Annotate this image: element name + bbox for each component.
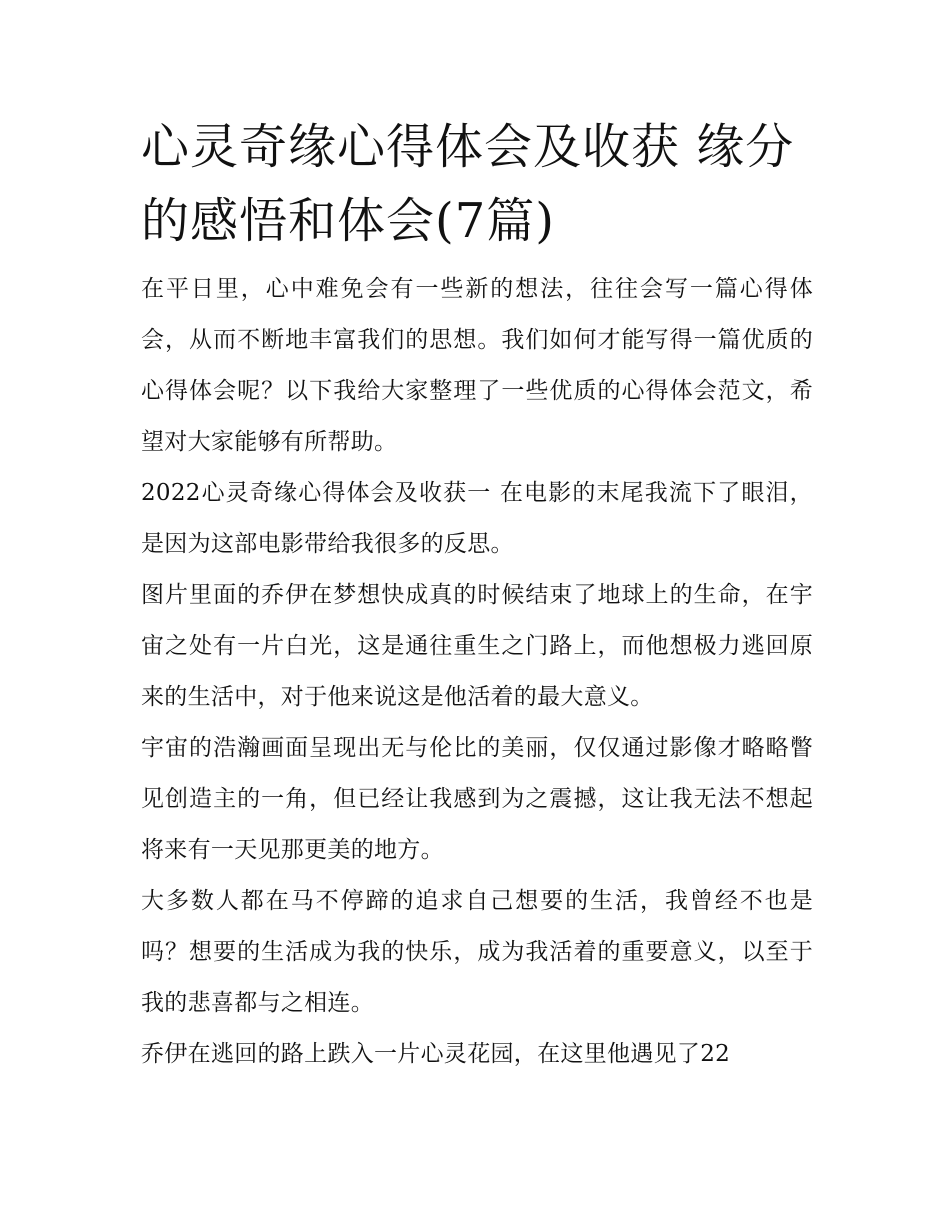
intro-paragraph: 在平日里，心中难免会有一些新的想法，往往会写一篇心得体会，从而不断地丰富我们的思想。我们如何才能写得一篇优质的心得体会呢？以下我给大家整理了一些优质的心得体会范文，希望对大家能够有所帮助。 xyxy=(141,276,813,455)
document-body xyxy=(141,110,813,1080)
body-paragraph: 大多数人都在马不停蹄的追求自己想要的生活，我曾经不也是吗？想要的生活成为我的快乐，成为我活着的重要意义，以至于我的悲喜都与之相连。 xyxy=(141,888,813,1016)
body-paragraph: 乔伊在逃回的路上跌入一片心灵花园，在这里他遇见了22 xyxy=(141,1041,731,1067)
body-paragraph: 图片里面的乔伊在梦想快成真的时候结束了地球上的生命，在宇宙之处有一片白光，这是通往重生之门路上，而他想极力逃回原来的生活中，对于他来说这是他活着的最大意义。 xyxy=(141,582,813,710)
essay-heading-paragraph: 2022心灵奇缘心得体会及收获一 在电影的末尾我流下了眼泪，是因为这部电影带给我很多的反思。 xyxy=(141,480,813,557)
body-paragraph: 宇宙的浩瀚画面呈现出无与伦比的美丽，仅仅通过影像才略略瞥见创造主的一角，但已经让我感到为之震撼，这让我无法不想起将来有一天见那更美的地方。 xyxy=(141,735,813,863)
document-title: 心灵奇缘心得体会及收获 缘分的感悟和体会(7篇) xyxy=(141,119,795,249)
